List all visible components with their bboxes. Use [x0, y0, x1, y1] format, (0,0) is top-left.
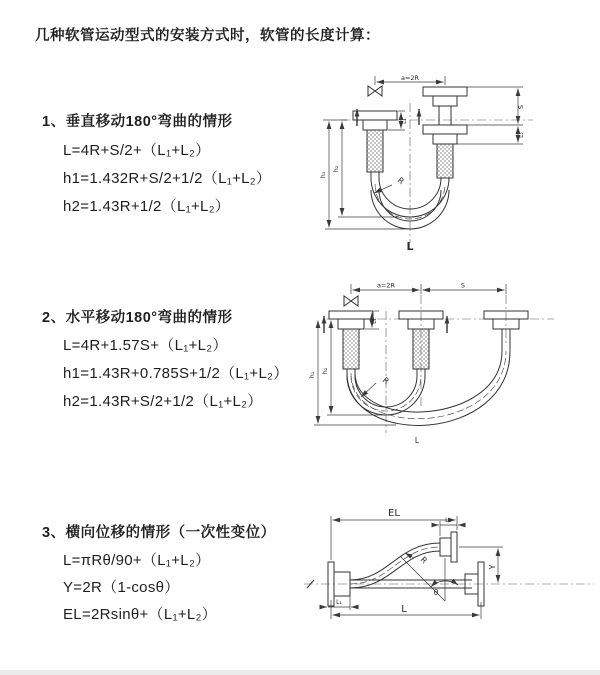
diagram-lateral-displacement	[298, 496, 600, 648]
valve-icon	[368, 86, 382, 96]
dim-label-s: S	[460, 281, 466, 290]
dim-label-y: Y	[488, 564, 497, 570]
section-1-formula-L: L=4R+S/2+（L₁+L₂）	[63, 142, 211, 159]
section-2-formula-h2: h2=1.43R+S/2+1/2（L₁+L₂）	[63, 393, 263, 410]
dim-label-l1: L₁	[336, 599, 342, 606]
dim-label-l2: L₂	[445, 517, 451, 524]
section-2-formula-h1: h1=1.43R+0.785S+1/2（L₁+L₂）	[63, 365, 289, 382]
length-label: L	[406, 240, 414, 253]
section-1-heading: 1、垂直移动180°弯曲的情形	[42, 114, 233, 130]
length-label: L	[414, 436, 420, 445]
section-1-formula-h2: h2=1.43R+1/2（L₁+L₂）	[63, 198, 231, 215]
angle-label: θ	[433, 588, 439, 597]
section-2-formula-L: L=4R+1.57S+（L₁+L₂）	[63, 337, 228, 354]
valve-icon	[344, 296, 358, 306]
radius-label: R	[380, 375, 391, 387]
section-2-heading: 2、水平移动180°弯曲的情形	[42, 310, 233, 326]
radius-label: R	[418, 555, 429, 566]
dim-label-h1: h₁	[308, 371, 316, 379]
dim-label-h2: h₂	[321, 367, 329, 375]
section-3-formula-L: L=πRθ/90+（L₁+L₂）	[63, 552, 211, 569]
u-bend-hose	[371, 175, 449, 229]
dim-label-l1: L₁	[401, 118, 408, 124]
hose-assembly	[307, 532, 484, 606]
left-flange-fitting	[353, 111, 397, 130]
section-3-formula-EL: EL=2Rsinθ+（L₁+L₂）	[63, 606, 217, 623]
scan-edge	[0, 670, 600, 675]
centerlines	[326, 295, 554, 433]
right-flange-fitting-lower	[423, 125, 467, 144]
length-label: L	[401, 604, 407, 615]
dimension-lines	[320, 516, 503, 619]
s-curve-hose-displaced	[350, 543, 440, 588]
diagram-1-labels	[319, 74, 525, 253]
dim-label-a2r: a=2R	[400, 74, 420, 82]
dim-label-l1: L₁	[371, 318, 378, 324]
dim-label-h2: h₂	[332, 165, 340, 173]
right-flange-fitting-upper	[423, 87, 467, 106]
diagram-3-labels	[336, 508, 497, 615]
section-3-formula-Y: Y=2R（1-cosθ）	[63, 579, 180, 596]
upper-flange-fitting	[440, 532, 457, 562]
dim-label-s: S	[517, 104, 525, 110]
dim-label-a2r: a=2R	[376, 281, 396, 290]
section-3-heading: 3、横向位移的情形（一次性变位）	[42, 525, 276, 541]
hose-assembly	[324, 296, 528, 425]
middle-braided-section	[413, 329, 429, 369]
dim-label-el: EL	[388, 508, 400, 519]
diagram-vertical-180-bend	[313, 73, 590, 255]
page-title: 几种软管运动型式的安装方式时，软管的长度计算：	[35, 28, 380, 44]
dim-label-h1: h₁	[319, 171, 327, 179]
left-braided-section	[367, 130, 383, 172]
radius-label: R	[395, 175, 406, 187]
left-flange-fitting	[329, 311, 373, 329]
left-braided-section	[343, 329, 359, 369]
right-braided-section	[437, 144, 453, 178]
dim-label-l2: L₂	[518, 132, 525, 138]
diagram-horizontal-180-bend	[306, 281, 596, 463]
section-1-formula-h1: h1=1.432R+S/2+1/2（L₁+L₂）	[63, 170, 272, 187]
